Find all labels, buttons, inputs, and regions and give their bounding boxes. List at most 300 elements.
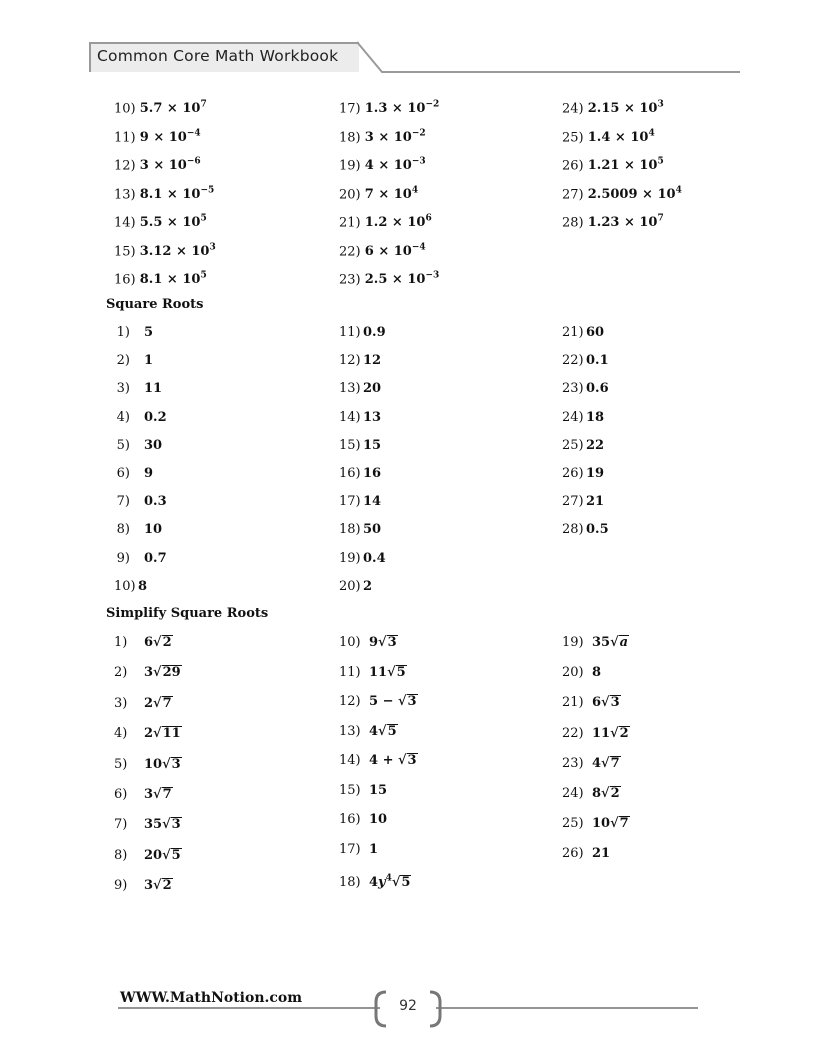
answer-value: 50 (363, 522, 382, 538)
coefficient: 4 (592, 755, 602, 771)
answer-value (588, 187, 682, 202)
answer-number: 26) (562, 846, 584, 862)
answer-item (562, 380, 609, 398)
sqrt-symbol: √ (153, 635, 162, 650)
sqrt-symbol: √ (601, 786, 610, 801)
answer-item (114, 695, 173, 713)
answer-value (592, 786, 621, 801)
answer-value (592, 665, 601, 680)
coefficient: 1 (369, 841, 379, 857)
answer-number: 18) (339, 875, 361, 891)
radicand: 3 (171, 817, 181, 833)
mantissa: 3 (139, 158, 149, 174)
answer-value (588, 101, 664, 116)
radicand: 3 (407, 753, 417, 768)
base-ten: 10 (393, 243, 412, 259)
radicand: 29 (162, 665, 181, 681)
answer-value (365, 101, 439, 116)
answer-number: 5) (114, 756, 128, 772)
answer-number: 23) (562, 755, 584, 771)
answer-number: 20) (339, 186, 361, 202)
base-ten: 10 (168, 129, 187, 145)
answer-number: 25) (562, 437, 584, 453)
answer-value (140, 187, 214, 202)
answer-item (562, 755, 621, 773)
coefficient: 4 + (369, 753, 398, 768)
times-sign: × (373, 243, 394, 259)
answer-value: 0.2 (144, 409, 167, 425)
answer-value (369, 753, 418, 768)
answer-number: 24) (562, 101, 584, 117)
answer-value (140, 130, 201, 145)
answer-number: 10) (114, 578, 136, 594)
base-ten: 10 (168, 158, 187, 174)
answer-value: 0.9 (363, 325, 386, 340)
answer-item (339, 578, 372, 596)
sqrt-symbol: √ (610, 725, 619, 741)
sqrt-symbol: √ (398, 753, 407, 768)
answer-number: 13) (114, 186, 136, 202)
answer-number: 16) (339, 466, 361, 481)
coefficient: 11 (369, 664, 388, 680)
answer-item (339, 125, 426, 143)
answer-value: 19 (586, 466, 605, 481)
answer-item (562, 125, 655, 143)
answer-item (114, 578, 147, 596)
answer-number: 5) (116, 437, 130, 453)
answer-value (144, 878, 173, 893)
exponent: 4 (675, 185, 682, 196)
exponent: −3 (411, 157, 426, 167)
base-ten: 10 (407, 272, 426, 288)
answer-value (369, 812, 387, 827)
mantissa: 9 (139, 129, 149, 145)
mantissa: 4 (364, 158, 374, 174)
base-ten: 10 (182, 272, 201, 288)
section-title-square-roots: Square Roots (106, 297, 204, 312)
answer-value (588, 158, 664, 173)
base-ten: 10 (393, 158, 412, 174)
answer-value (592, 846, 610, 861)
answer-value (365, 244, 426, 259)
exponent: 4 (648, 128, 655, 139)
answer-item (339, 841, 378, 859)
answer-value (369, 724, 398, 739)
answer-value (144, 726, 182, 741)
exponent: −5 (200, 185, 215, 196)
answer-item (339, 409, 381, 427)
coefficient: 3 (144, 665, 154, 681)
coefficient: 35 (592, 635, 611, 650)
radicand: a (619, 635, 629, 650)
base-ten: 10 (182, 186, 201, 202)
answer-number: 17) (339, 841, 361, 857)
sqrt-symbol: √ (153, 726, 162, 742)
answer-value: 20 (363, 381, 382, 397)
radicand: 7 (610, 755, 620, 771)
sqrt-symbol: √ (153, 665, 162, 681)
answer-number: 26) (562, 466, 584, 481)
answer-item (562, 664, 601, 682)
radicand: 3 (171, 756, 181, 772)
answer-value: 0.5 (586, 522, 609, 538)
answer-value (365, 272, 439, 287)
sqrt-symbol: √ (162, 756, 171, 772)
answer-value: 16 (363, 466, 382, 481)
answer-number: 27) (562, 494, 584, 510)
answer-value: 9 (144, 466, 154, 481)
times-sign: × (373, 158, 394, 174)
answer-number: 27) (562, 186, 584, 202)
variable: y (378, 875, 386, 891)
answer-value: 1 (144, 353, 154, 369)
exponent: 3 (657, 100, 664, 110)
answer-item (339, 267, 440, 288)
coefficient: 10 (144, 756, 163, 772)
answer-item (562, 815, 630, 833)
base-ten: 10 (393, 186, 412, 202)
answer-item (114, 756, 182, 774)
answer-number: 20) (562, 665, 584, 681)
answer-number: 18) (339, 522, 361, 538)
coefficient: 3 (144, 878, 154, 894)
answer-item (114, 847, 182, 865)
coefficient: 2 (144, 726, 154, 742)
answer-item (562, 324, 604, 342)
mantissa: 8.1 (139, 272, 163, 288)
answer-item (114, 380, 162, 398)
base-ten: 10 (407, 215, 426, 231)
radicand: 7 (619, 816, 629, 832)
times-sign: × (162, 215, 183, 231)
exponent: −3 (425, 271, 440, 281)
answer-value (365, 130, 426, 145)
answer-number: 16) (339, 812, 361, 827)
answer-item (114, 664, 182, 682)
base-ten: 10 (630, 129, 649, 145)
answer-number: 22) (562, 353, 584, 369)
answer-number: 2) (114, 665, 128, 681)
times-sign: × (162, 186, 183, 202)
answer-number: 14) (339, 409, 361, 425)
answer-item (562, 409, 604, 427)
answer-value (365, 215, 432, 230)
answer-item (562, 725, 630, 743)
coefficient: 35 (144, 817, 163, 833)
sqrt-symbol: √ (153, 878, 162, 894)
mantissa: 5.5 (139, 215, 163, 231)
answer-item (339, 153, 426, 174)
answer-number: 19) (339, 550, 361, 566)
answer-number: 21) (562, 325, 584, 340)
answer-number: 22) (339, 243, 361, 259)
answer-value: 21 (586, 494, 605, 510)
answer-number: 6) (114, 787, 128, 802)
answer-item (339, 437, 381, 455)
answer-number: 2) (116, 353, 130, 369)
answer-number: 15) (339, 437, 361, 453)
answer-number: 1) (116, 325, 130, 340)
answer-item (562, 96, 664, 117)
exponent: −6 (186, 157, 201, 167)
answer-number: 14) (114, 215, 136, 231)
sqrt-symbol: √ (601, 755, 610, 771)
sqrt-symbol: √ (162, 847, 171, 863)
radicand: 7 (162, 787, 172, 802)
times-sign: × (162, 272, 183, 288)
coefficient: 5 − (369, 694, 398, 709)
answer-number: 28) (562, 215, 584, 231)
exponent: 3 (209, 242, 216, 253)
answer-number: 3) (116, 381, 130, 397)
coefficient: 21 (592, 846, 611, 862)
answer-value: 0.6 (586, 381, 609, 397)
answer-number: 20) (339, 578, 361, 594)
answer-item (562, 352, 609, 370)
base-ten: 10 (657, 186, 676, 202)
coefficient: 9 (369, 635, 379, 650)
answer-number: 11) (339, 664, 361, 680)
answer-item (339, 752, 418, 770)
answer-value (592, 695, 621, 710)
exponent: 5 (657, 157, 664, 167)
answer-item (562, 493, 604, 511)
coefficient: 6 (592, 695, 602, 711)
answer-value (369, 875, 411, 890)
section-title-simplify-square-roots: Simplify Square Roots (106, 606, 269, 621)
answer-value (592, 756, 621, 771)
answer-value: 12 (363, 353, 382, 369)
radicand: 2 (610, 786, 620, 801)
answer-item (339, 723, 398, 741)
answer-value (144, 665, 182, 680)
answer-value (369, 635, 398, 650)
answer-item (114, 324, 153, 342)
sqrt-symbol: √ (162, 817, 171, 833)
coefficient: 2 (144, 695, 154, 711)
answer-item (339, 380, 381, 398)
mantissa: 6 (364, 243, 374, 259)
radicand: 5 (401, 875, 411, 891)
answer-item (562, 694, 621, 712)
answer-number: 7) (114, 817, 128, 833)
answer-number: 23) (562, 381, 584, 397)
answer-number: 17) (339, 494, 361, 510)
answer-value (369, 842, 378, 857)
mantissa: 3 (364, 129, 374, 145)
mantissa: 2.5009 (587, 186, 638, 202)
answer-item (114, 877, 173, 895)
answer-item (114, 465, 153, 483)
answer-item (339, 96, 440, 117)
base-ten: 10 (182, 215, 201, 231)
exponent: 7 (657, 214, 664, 224)
answer-number: 19) (562, 635, 584, 650)
answer-value: 30 (144, 437, 163, 453)
answer-number: 3) (114, 695, 128, 711)
base-ten: 10 (191, 243, 210, 259)
base-ten: 10 (639, 158, 658, 174)
exponent: 4 (411, 185, 419, 196)
answer-number: 13) (339, 381, 361, 397)
answer-item (562, 153, 664, 174)
answer-item (562, 785, 621, 803)
answer-number: 16) (114, 272, 136, 288)
answer-value (140, 272, 207, 287)
answer-item (339, 521, 381, 539)
mantissa: 7 (364, 186, 374, 202)
times-sign: × (619, 215, 640, 231)
answer-value (592, 726, 630, 741)
answer-value: 0.4 (363, 550, 386, 566)
mantissa: 5.7 (139, 101, 163, 117)
answer-number: 12) (339, 353, 361, 369)
sqrt-symbol: √ (387, 664, 396, 680)
answer-item (339, 782, 387, 800)
answer-value (144, 757, 182, 772)
answer-number: 6) (116, 466, 130, 481)
radicand: 11 (162, 726, 181, 742)
mantissa: 1.4 (587, 129, 611, 145)
answer-item (114, 725, 182, 743)
answer-value (588, 130, 655, 145)
answer-number: 11) (339, 325, 361, 340)
coefficient: 11 (592, 725, 611, 741)
answer-value (369, 783, 387, 798)
answer-item (114, 239, 216, 257)
coefficient: 15 (369, 782, 388, 798)
coefficient: 20 (144, 847, 163, 863)
radicand: 2 (619, 725, 629, 741)
answer-value (369, 694, 418, 709)
answer-number: 18) (339, 129, 361, 145)
answer-item (339, 493, 381, 511)
answer-number: 13) (339, 723, 361, 739)
times-sign: × (619, 158, 640, 174)
answer-value (144, 817, 182, 832)
exponent: 7 (200, 100, 207, 110)
answer-number: 25) (562, 816, 584, 832)
times-sign: × (387, 272, 408, 288)
sqrt-symbol: √ (391, 875, 401, 891)
radicand: 3 (387, 635, 397, 650)
answer-number: 24) (562, 409, 584, 425)
variable-exponent: 4 (385, 874, 392, 884)
answer-value (140, 215, 207, 230)
times-sign: × (373, 186, 394, 202)
radicand: 5 (387, 723, 397, 739)
answer-item (114, 550, 167, 568)
mantissa: 1.21 (587, 158, 620, 174)
answer-value: 0.1 (586, 353, 609, 369)
answer-value: 8 (138, 578, 148, 594)
times-sign: × (610, 129, 631, 145)
coefficient: 8 (592, 665, 602, 681)
coefficient: 10 (592, 816, 611, 832)
exponent: 6 (425, 214, 432, 224)
mantissa: 2.15 (587, 101, 620, 117)
answer-number: 9) (116, 550, 130, 566)
sqrt-symbol: √ (610, 816, 619, 832)
sqrt-symbol: √ (610, 635, 619, 650)
coefficient: 10 (369, 812, 388, 827)
base-ten: 10 (639, 101, 658, 117)
answer-item (339, 182, 418, 200)
answer-number: 23) (339, 272, 361, 288)
answer-value (144, 696, 173, 711)
answer-number: 21) (339, 215, 361, 231)
answer-item (339, 210, 432, 231)
answer-value: 18 (586, 409, 605, 425)
radicand: 5 (171, 847, 181, 863)
answer-value: 0.3 (144, 494, 167, 510)
answer-number: 28) (562, 522, 584, 538)
answer-number: 10) (339, 635, 361, 650)
answer-item (114, 493, 167, 511)
times-sign: × (148, 129, 169, 145)
header-rule (0, 0, 816, 80)
exponent: −2 (425, 100, 440, 110)
answer-item (114, 182, 214, 200)
answer-number: 7) (116, 494, 130, 510)
answer-item (339, 465, 381, 483)
answer-item (339, 324, 386, 342)
answer-number: 25) (562, 129, 584, 145)
answer-value (592, 635, 629, 650)
exponent: 5 (200, 271, 207, 281)
answer-value (144, 635, 173, 650)
times-sign: × (171, 243, 192, 259)
answer-number: 8) (116, 522, 130, 538)
radicand: 2 (162, 635, 172, 650)
radicand: 5 (396, 664, 406, 680)
page-number: 92 (399, 998, 417, 1014)
answer-value: 0.7 (144, 550, 167, 566)
answer-value (140, 244, 216, 259)
answer-value (592, 816, 630, 831)
coefficient: 4 (369, 875, 379, 891)
answer-number: 12) (114, 158, 136, 174)
sqrt-symbol: √ (378, 635, 387, 650)
times-sign: × (162, 101, 183, 117)
base-ten: 10 (393, 129, 412, 145)
answer-item (114, 96, 207, 117)
answer-number: 8) (114, 847, 128, 863)
answer-item (339, 870, 411, 891)
answer-item (562, 521, 609, 539)
answer-number: 22) (562, 725, 584, 741)
answer-item (114, 125, 201, 143)
base-ten: 10 (182, 101, 201, 117)
answer-item (339, 550, 386, 568)
answer-item (339, 352, 381, 370)
mantissa: 3.12 (139, 243, 172, 259)
answer-item (562, 465, 604, 483)
answer-value (144, 848, 182, 863)
answer-number: 19) (339, 158, 361, 174)
answer-item (562, 845, 610, 863)
exponent: −4 (186, 128, 201, 139)
answer-item (339, 693, 418, 711)
answer-item (114, 521, 162, 539)
answer-number: 11) (114, 129, 136, 145)
base-ten: 10 (639, 215, 658, 231)
answer-number: 17) (339, 101, 361, 117)
mantissa: 1.3 (364, 101, 388, 117)
answer-value (140, 158, 201, 173)
answer-value (365, 158, 426, 173)
answer-item (339, 239, 426, 257)
